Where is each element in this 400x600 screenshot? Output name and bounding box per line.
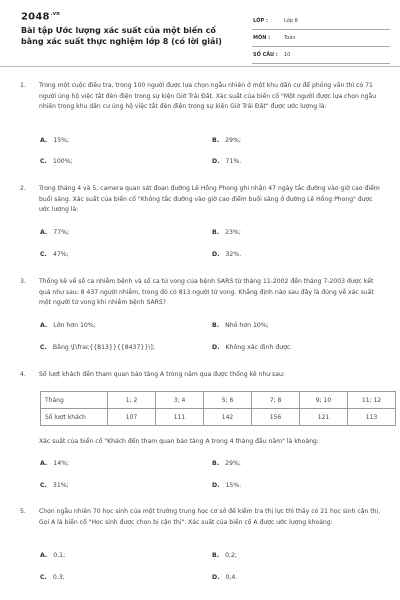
table-cell: 11; 12 (348, 392, 396, 409)
option-c[interactable]: C. 31%; (40, 482, 69, 489)
question-number: 1. (20, 82, 26, 89)
option-c[interactable]: C. Bằng \[\frac{{813}}{{8437}}\]; (40, 344, 155, 351)
option-b[interactable]: B. 29%; (212, 137, 241, 144)
option-c[interactable]: C. 47%; (40, 251, 69, 258)
table-cell: 142 (204, 409, 252, 426)
option-b[interactable]: B. 23%; (212, 229, 241, 236)
meta-info-box (252, 13, 390, 64)
table-cell: 5; 6 (204, 392, 252, 409)
question-number: 3. (20, 278, 26, 285)
question-text: Trong tháng 4 và 5, camera quan sát đoạn đường Lê Hồng Phong ghi nhận 47 ngày tắc đường vào giờ cao điểm buổi sáng. Xác suất của biến cố "Không tắc đường vào giờ cao điểm buổi sáng ở đường Lê Hồng Phong" được ước lượng là: (39, 185, 380, 214)
table-cell: 121 (300, 409, 348, 426)
option-d[interactable]: D. 32%. (212, 251, 242, 258)
site-logo[interactable]: $2048^{.vn}$ (21, 11, 60, 23)
option-b[interactable]: B. 0,2; (212, 552, 238, 559)
option-b[interactable]: B. 29%; (212, 460, 241, 467)
meta-row-subject: MÔN : Toán (252, 30, 390, 47)
table-cell: 9; 10 (300, 392, 348, 409)
table-cell: 107 (108, 409, 156, 426)
option-a[interactable]: A. Lớn hơn 10%; (40, 322, 96, 329)
table-header-row (41, 392, 396, 409)
document-title: Bài tập Ước lượng xác suất của một biến cố bằng xác suất thực nghiệm lớp 8 (có lời giải) (21, 26, 222, 46)
option-a[interactable]: A. 14%; (40, 460, 70, 467)
option-a[interactable]: A. 77%; (40, 229, 70, 236)
question-text: Số lượt khách đến tham quan bảo tàng A trong năm qua được thống kê như sau: (39, 371, 285, 378)
option-b[interactable]: B. Nhỏ hơn 10%; (212, 322, 269, 329)
question-text: Thống kê về số ca nhiễm bệnh và số ca tử vong của bệnh SARS từ tháng 11-2002 đến tháng 7-2003 được kết quả như sau: 8 437 người nhiễm, trong đó có 813 người tử vong. Khẳng định nào sau đây là đúng về xác suất một người tử vong khi nhiễm bệnh SARS? (39, 278, 374, 307)
question-number: 5. (20, 508, 26, 515)
question-number: 2. (20, 185, 26, 192)
visitor-table (40, 391, 396, 426)
meta-row-class: LỚP : Lớp 8 (252, 13, 390, 30)
option-a[interactable]: A. 15%; (40, 137, 70, 144)
question-number: 4. (20, 371, 26, 378)
table-cell: 111 (156, 409, 204, 426)
question-text: Trong một cuộc điều tra, trong 100 người được lựa chọn ngẫu nhiên ở một khu dân cư để phỏng vấn thì có 71 người ủng hộ việc tắt đèn điện trong sự kiện Giờ Trái Đất. Xác suất của biến cố "Một người được lựa chọn ngẫu nhiên trong khu dân cư ủng hộ việc tắt đèn điện trong sự kiện Giờ Trái Đất" được ước lượng là: (39, 82, 377, 111)
option-c[interactable]: C. 100%; (40, 158, 73, 165)
option-a[interactable]: A. 0,1; (40, 552, 66, 559)
table-cell: 113 (348, 409, 396, 426)
table-cell: Số lượt khách (41, 409, 108, 426)
page-header (0, 0, 400, 62)
option-d[interactable]: D. Không xác định được. (212, 344, 293, 351)
table-cell: 3; 4 (156, 392, 204, 409)
table-cell: 7; 8 (252, 392, 300, 409)
table-cell: Tháng (41, 392, 108, 409)
question-text: Chọn ngẫu nhiên 70 học sinh của một trường trung học cơ sở để kiểm tra thị lực thì thấy có 21 học sinh cận thị. Gọi A là biến cố "Học sinh được chọn bị cận thị". Xác suất của biến cố A được ước lượng khoảng: (39, 508, 381, 526)
table-row (41, 409, 396, 426)
header-divider (0, 66, 400, 67)
table-cell: 1; 2 (108, 392, 156, 409)
option-d[interactable]: D. 71%. (212, 158, 242, 165)
table-cell: 156 (252, 409, 300, 426)
option-d[interactable]: D. 0,4. (212, 574, 238, 581)
question-text: Xác suất của biến cố "Khách đến tham quan bảo tàng A trong 4 tháng đầu năm" là khoảng: (39, 438, 319, 445)
option-d[interactable]: D. 15%. (212, 482, 242, 489)
option-c[interactable]: C. 0,3; (40, 574, 65, 581)
meta-row-question-count: SỐ CÂU : 10 (252, 47, 390, 64)
